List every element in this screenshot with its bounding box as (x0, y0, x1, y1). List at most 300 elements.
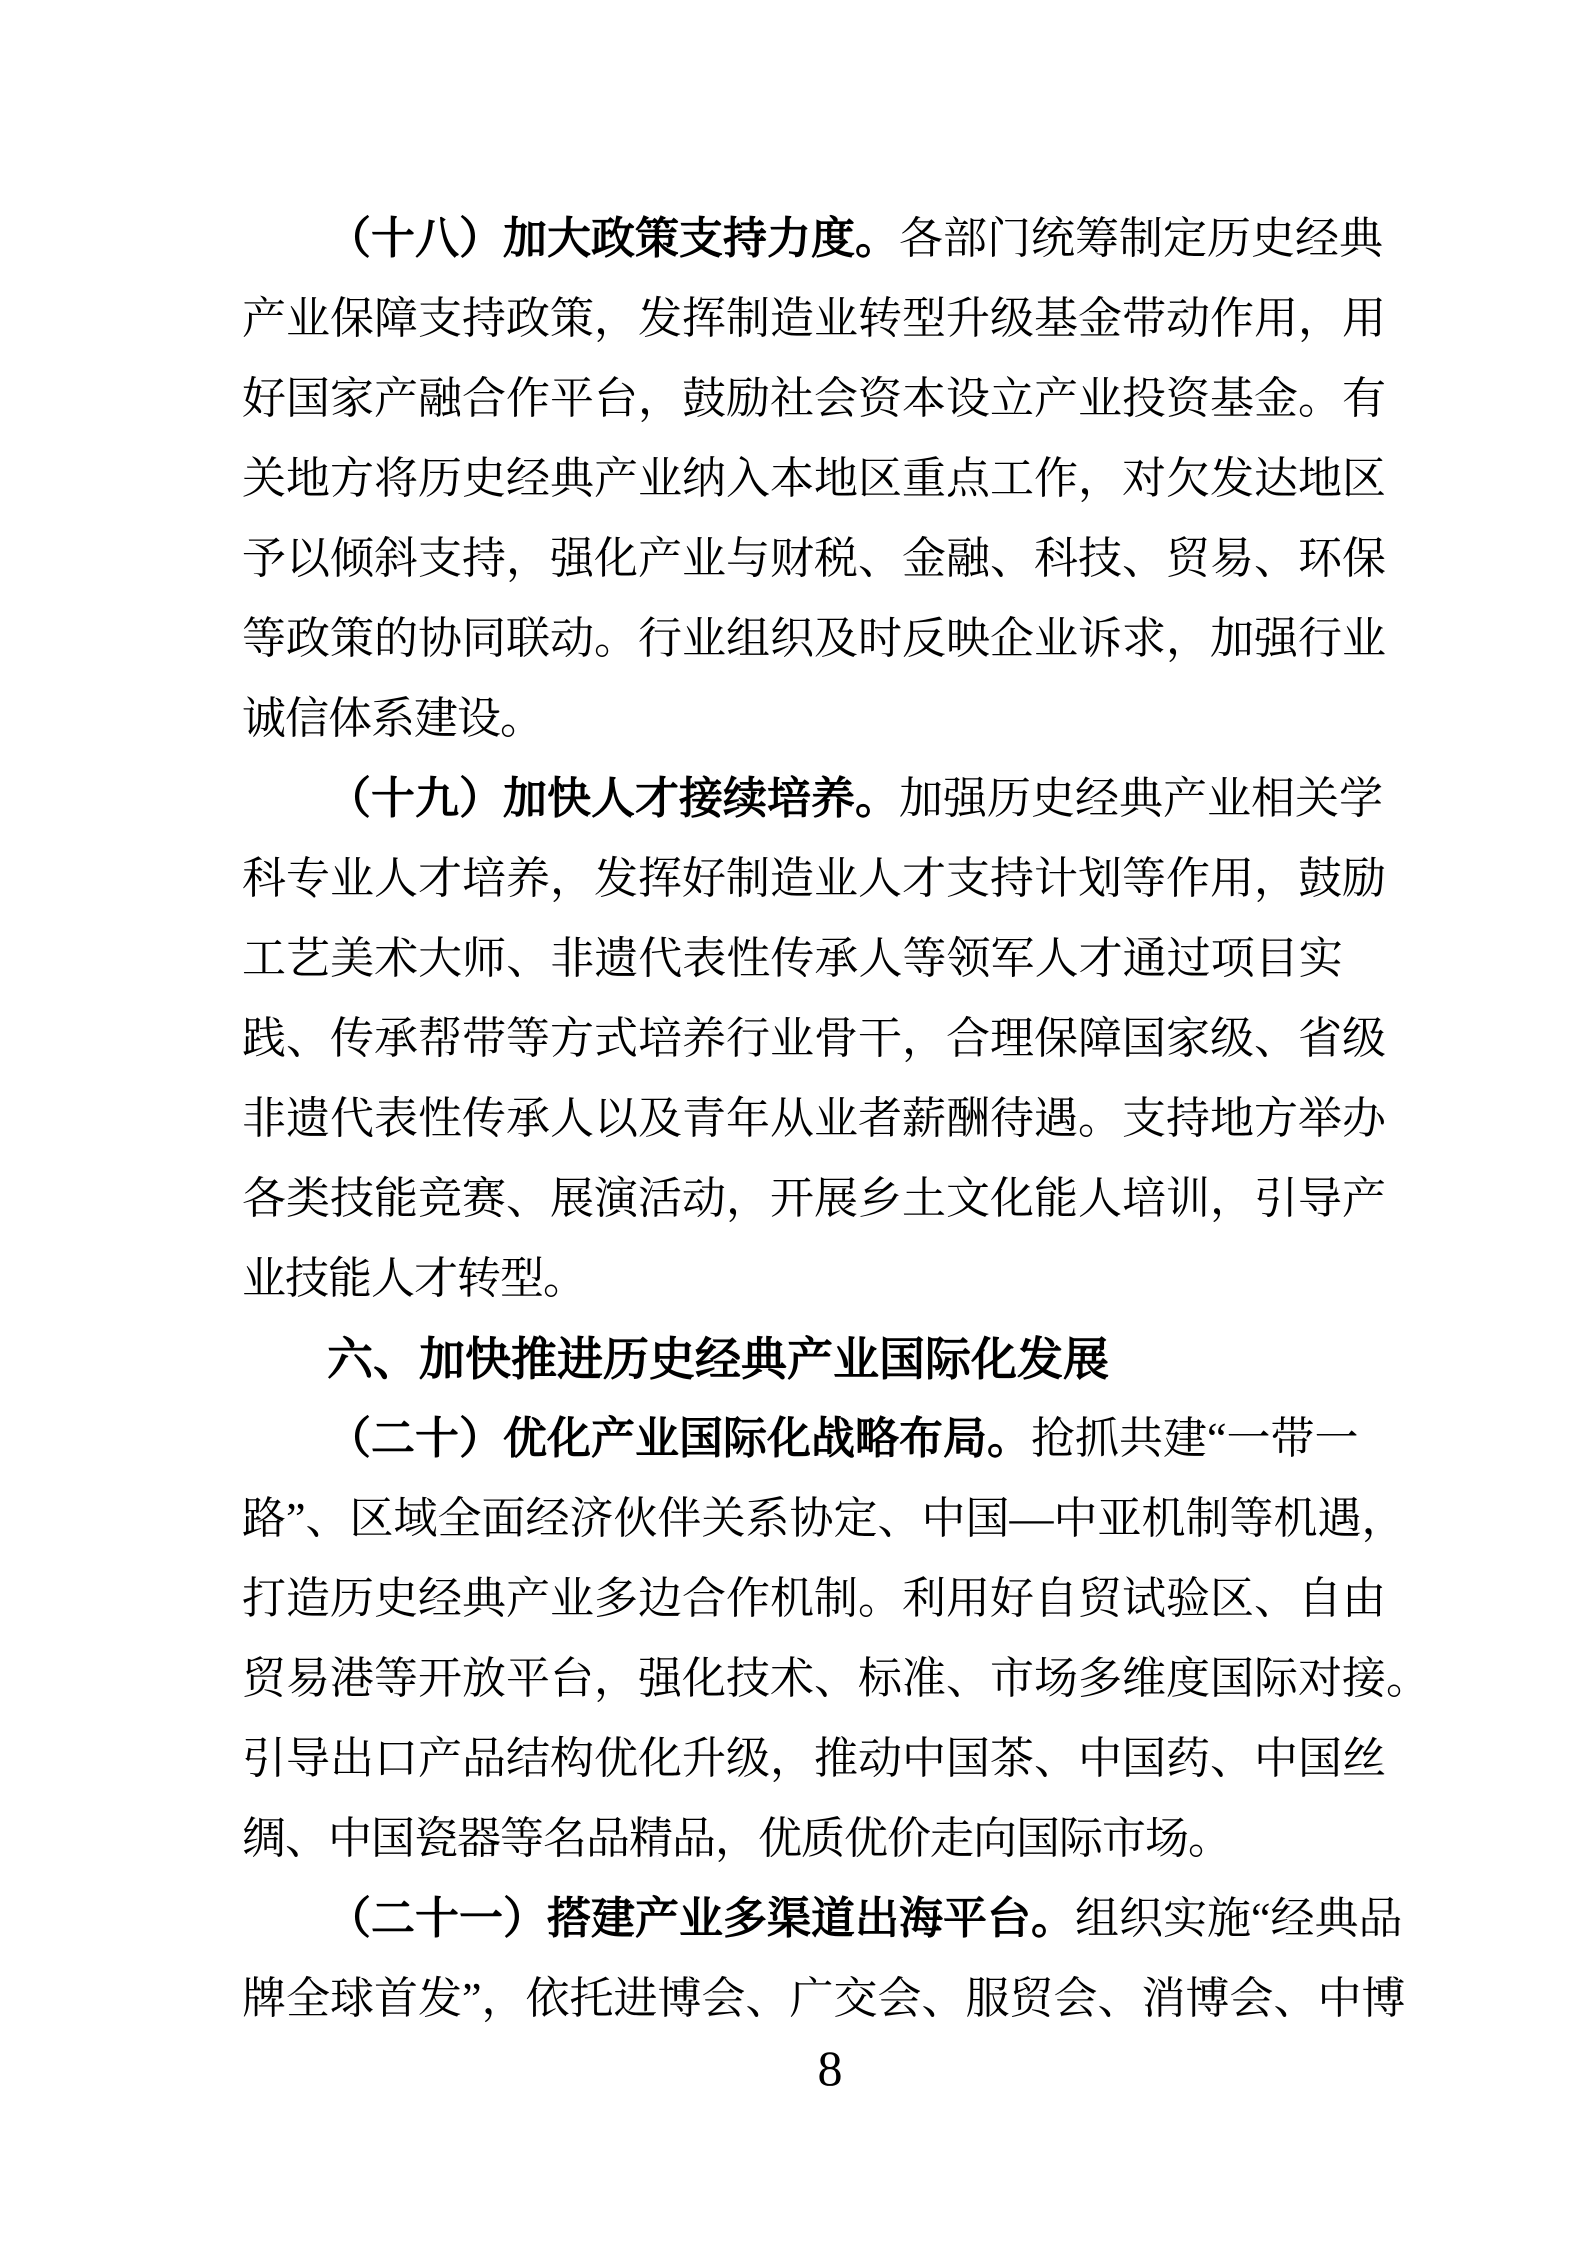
body-char: 科 (1034, 534, 1078, 583)
body-char: 划 (1078, 854, 1122, 903)
body-char: 映 (946, 614, 990, 663)
body-char: 遇 (1317, 1494, 1362, 1543)
body-char: 、 (1254, 1574, 1298, 1623)
body-char: 省 (1298, 1014, 1342, 1063)
body-char: 产 (1342, 1174, 1386, 1223)
lead-char: 十 (415, 1414, 459, 1463)
body-char: 贸 (1166, 534, 1210, 583)
body-char: ， (481, 1974, 526, 2023)
body-char: ， (550, 854, 594, 903)
body-char: 求 (1122, 614, 1166, 663)
body-char: 中 (1053, 1494, 1098, 1543)
body-char: 开 (770, 1174, 814, 1223)
body-char: 挥 (638, 854, 682, 903)
body-char: 进 (613, 1974, 658, 2023)
body-char: 践 (242, 1014, 286, 1063)
body-char: — (1009, 1494, 1054, 1543)
body-char: 支 (418, 294, 462, 343)
body-char: 合 (682, 1574, 726, 1623)
lead-char: 才 (635, 774, 679, 823)
body-char: 、 (745, 1974, 790, 2023)
body-char: 竞 (418, 1174, 462, 1223)
body-char: 等 (902, 934, 947, 983)
body-char: 技 (330, 1174, 374, 1223)
body-char: 行 (1298, 614, 1342, 663)
body-char: 好 (242, 374, 286, 423)
body-char: 项 (1210, 934, 1255, 983)
body-char: 际 (1254, 1654, 1298, 1703)
body-char: 区 (1342, 454, 1386, 503)
body-char: 传 (770, 934, 815, 983)
body-char: 养 (506, 854, 550, 903)
body-char: 历 (987, 774, 1031, 823)
body-char: 青 (682, 1094, 726, 1143)
lead-char: 一 (459, 1894, 503, 1943)
body-char: 史 (374, 1574, 418, 1623)
lead-char: 十 (371, 214, 415, 263)
body-char: 非 (242, 1094, 286, 1143)
body-char: 引 (1254, 1174, 1298, 1223)
body-char: 准 (902, 1654, 946, 1703)
body-char: 实 (1163, 1894, 1207, 1943)
body-char: 典 (1119, 774, 1163, 823)
lead-char: 八 (415, 214, 459, 263)
body-char: 港 (330, 1654, 374, 1703)
body-char: 、 (814, 1654, 858, 1703)
body-char: 、 (921, 1974, 966, 2023)
lead-char: 搭 (547, 1894, 591, 1943)
body-char: 造 (286, 1574, 330, 1623)
body-char: 全 (437, 1494, 482, 1543)
lead-char: 优 (503, 1414, 547, 1463)
body-char: 承 (506, 1094, 550, 1143)
body-char: 培 (638, 1014, 682, 1063)
body-char: 平 (506, 1654, 550, 1703)
body-char: 会 (1053, 1974, 1098, 2023)
body-char: 史 (1251, 214, 1295, 263)
document-line: 绸、中国瓷器等名品精品，优质优价走向国际市场。 (242, 1814, 1231, 1863)
lead-char: 化 (767, 1414, 811, 1463)
body-char: 产 (242, 294, 286, 343)
body-char: 人 (858, 934, 903, 983)
body-char: 金 (1078, 294, 1122, 343)
body-char: 、 (1097, 1974, 1142, 2023)
body-char: 牌 (242, 1974, 286, 2023)
body-char: 有 (1342, 374, 1386, 423)
body-char: 国 (965, 1494, 1010, 1543)
body-char: 建 (1163, 1414, 1207, 1463)
body-char: 依 (525, 1974, 570, 2023)
body-char: ， (1298, 294, 1342, 343)
body-char: 构 (550, 1734, 594, 1783)
lead-char: 。 (855, 774, 899, 823)
body-char: 性 (418, 1094, 462, 1143)
body-char: 鼓 (682, 374, 726, 423)
body-char: 励 (1342, 854, 1386, 903)
lead-char: 海 (899, 1894, 943, 1943)
body-char: 传 (462, 1094, 506, 1143)
body-char: 造 (770, 854, 814, 903)
lead-char: 布 (899, 1414, 943, 1463)
body-char: 发 (1210, 454, 1254, 503)
body-char: 金 (1254, 374, 1298, 423)
body-char: 抓 (1075, 1414, 1119, 1463)
body-char: 交 (833, 1974, 878, 2023)
body-char: 会 (877, 1974, 922, 2023)
body-char: 地 (1210, 1094, 1254, 1143)
body-char: 机 (770, 1574, 814, 1623)
body-char: 中 (1254, 1734, 1298, 1783)
body-char: 推 (814, 1734, 858, 1783)
body-char: 历 (418, 454, 462, 503)
body-char: 设 (946, 374, 990, 423)
body-char: 社 (770, 374, 814, 423)
lead-char: 二 (371, 1414, 415, 1463)
body-char: 统 (1031, 214, 1075, 263)
lead-char: 台 (987, 1894, 1031, 1943)
body-char: 平 (550, 374, 594, 423)
body-char: 用 (1342, 294, 1386, 343)
body-char: 路 (242, 1494, 286, 1543)
body-char: 保 (1342, 534, 1386, 583)
body-char: 技 (726, 1654, 770, 1703)
lead-char: （ (327, 214, 371, 263)
body-char: 文 (946, 1174, 990, 1223)
body-char: 融 (418, 374, 462, 423)
paragraph-first-line (242, 199, 1383, 279)
body-char: 大 (418, 934, 463, 983)
body-char: 织 (770, 614, 814, 663)
body-char: ， (1210, 1174, 1254, 1223)
lead-char: 业 (679, 1894, 723, 1943)
body-char: 组 (726, 614, 770, 663)
body-char: 本 (770, 454, 814, 503)
body-char: 化 (594, 534, 638, 583)
body-char: 及 (814, 614, 858, 663)
lead-char: 政 (591, 214, 635, 263)
body-char: 联 (506, 614, 550, 663)
body-char: 化 (682, 1654, 726, 1703)
paragraph-first-line (242, 1399, 1359, 1479)
body-char: 国 (1210, 1654, 1254, 1703)
body-char: 挥 (682, 294, 726, 343)
body-char: 用 (1254, 294, 1298, 343)
body-char: 区 (858, 454, 902, 503)
document-line (242, 999, 1386, 1079)
body-char: 遇 (1034, 1094, 1078, 1143)
body-char: 服 (965, 1974, 1010, 2023)
body-char: 经 (1295, 214, 1339, 263)
body-char: 共 (1119, 1414, 1163, 1463)
body-char: 通 (1122, 934, 1167, 983)
body-char: 系 (745, 1494, 790, 1543)
body-char: 实 (1298, 934, 1343, 983)
lead-char: 培 (767, 774, 811, 823)
body-char: 及 (638, 1094, 682, 1143)
body-char: 策 (550, 294, 594, 343)
lead-char: 十 (371, 774, 415, 823)
body-char: 金 (902, 534, 946, 583)
body-char: 出 (330, 1734, 374, 1783)
body-char: 引 (242, 1734, 286, 1783)
body-char: 从 (770, 1094, 814, 1143)
body-char: 鼓 (1298, 854, 1342, 903)
body-char: 业 (330, 854, 374, 903)
body-char: 类 (286, 1174, 330, 1223)
body-char: 业 (286, 294, 330, 343)
body-char: 合 (462, 374, 506, 423)
body-char: 济 (569, 1494, 614, 1543)
body-char: 协 (418, 614, 462, 663)
body-char: 代 (330, 1094, 374, 1143)
lead-char: 加 (503, 774, 547, 823)
body-char: 基 (1210, 374, 1254, 423)
body-char: 发 (594, 854, 638, 903)
body-char: 对 (1298, 1654, 1342, 1703)
body-char: 术 (374, 934, 419, 983)
body-char: 国 (1122, 1014, 1166, 1063)
body-char: 合 (946, 1014, 990, 1063)
body-char: 化 (990, 1174, 1034, 1223)
body-char: 办 (1342, 1094, 1386, 1143)
body-char: 经 (525, 1494, 570, 1543)
body-char: 。 (1078, 1094, 1122, 1143)
body-char: 带 (1270, 1414, 1315, 1463)
body-char: 贸 (242, 1654, 286, 1703)
document-line (242, 1479, 1406, 1559)
lead-char: ） (503, 1894, 547, 1943)
document-line (242, 519, 1386, 599)
body-char: 多 (594, 1574, 638, 1623)
body-char: 部 (943, 214, 987, 263)
body-char: 作 (506, 374, 550, 423)
body-char: 传 (330, 1014, 374, 1063)
body-char: 放 (462, 1654, 506, 1703)
document-content (242, 199, 1430, 2039)
body-char: 各 (899, 214, 943, 263)
body-char: 活 (638, 1174, 682, 1223)
body-char: 演 (594, 1174, 638, 1223)
body-char: 专 (286, 854, 330, 903)
body-char: 环 (1298, 534, 1342, 583)
body-char: 国 (946, 1734, 990, 1783)
lead-char: 略 (855, 1414, 899, 1463)
body-char: 帮 (418, 1014, 462, 1063)
body-char: 干 (858, 1014, 902, 1063)
document-line (242, 279, 1386, 359)
body-char: 者 (858, 1094, 902, 1143)
body-char: 产 (374, 374, 418, 423)
body-char: 自 (1034, 1574, 1078, 1623)
body-char: 人 (1078, 1174, 1122, 1223)
lead-char: 十 (415, 1894, 459, 1943)
body-char: 产 (638, 534, 682, 583)
body-char: 开 (418, 1654, 462, 1703)
paragraph-first-line (242, 1879, 1403, 1959)
body-char: 会 (1229, 1974, 1274, 2023)
lead-char: 局 (943, 1414, 987, 1463)
body-char: 导 (286, 1734, 330, 1783)
lead-char: 际 (723, 1414, 767, 1463)
body-char: 纳 (682, 454, 726, 503)
body-char: 业 (1342, 614, 1386, 663)
body-char: 以 (286, 534, 330, 583)
body-char: 业 (550, 1574, 594, 1623)
body-char: 行 (726, 1014, 770, 1063)
document-line (242, 1159, 1386, 1239)
body-char: 、 (506, 1174, 550, 1223)
body-char: 由 (1342, 1574, 1386, 1623)
body-char: 展 (814, 1174, 858, 1223)
body-char: ” (286, 1494, 306, 1543)
body-char: 乡 (858, 1174, 902, 1223)
body-char: 代 (638, 934, 683, 983)
body-char: 业 (814, 854, 858, 903)
body-char: 、 (1210, 1734, 1254, 1783)
document-line (242, 1079, 1386, 1159)
body-char: 定 (833, 1494, 878, 1543)
body-char: 才 (418, 854, 462, 903)
body-char: 对 (1122, 454, 1166, 503)
body-char: 酬 (946, 1094, 990, 1143)
body-char: 美 (330, 934, 375, 983)
body-char: 方 (1254, 1094, 1298, 1143)
body-char: 业 (682, 534, 726, 583)
body-char: 等 (506, 1014, 550, 1063)
body-char: 典 (1339, 214, 1383, 263)
lead-char: ） (459, 1414, 503, 1463)
body-char: 师 (462, 934, 507, 983)
lead-char: 人 (591, 774, 635, 823)
body-char: 予 (242, 534, 286, 583)
body-char: ， (1166, 614, 1210, 663)
body-char: 学 (1339, 774, 1383, 823)
body-char: 关 (242, 454, 286, 503)
body-char: 加 (1210, 614, 1254, 663)
body-char: 的 (374, 614, 418, 663)
body-char: 织 (1119, 1894, 1163, 1943)
body-char: 强 (638, 1654, 682, 1703)
body-char: 利 (902, 1574, 946, 1623)
body-char: 地 (286, 454, 330, 503)
body-char: 典 (1314, 1894, 1359, 1943)
lead-char: 力 (767, 214, 811, 263)
document-line: 诚信体系建设。 (242, 694, 543, 743)
body-char: 消 (1141, 1974, 1186, 2023)
body-char: 导 (1298, 1174, 1342, 1223)
body-char: 用 (1210, 854, 1254, 903)
body-char: 亚 (1097, 1494, 1142, 1543)
lead-char: 策 (635, 214, 679, 263)
body-char: 筹 (1075, 214, 1119, 263)
section-heading: 六、加快推进历史经典产业国际化发展 (327, 1333, 1109, 1385)
body-char: 遗 (286, 1094, 330, 1143)
body-char: ” (462, 1974, 482, 2023)
body-char: 基 (1034, 294, 1078, 343)
paragraph-first-line (242, 759, 1383, 839)
body-char: 倾 (330, 534, 374, 583)
body-char: 地 (814, 454, 858, 503)
body-char: 伙 (613, 1494, 658, 1543)
body-char: 动 (1166, 294, 1210, 343)
body-char: 中 (1317, 1974, 1362, 2023)
body-char: 产 (418, 1734, 462, 1783)
body-char: ， (506, 534, 550, 583)
body-char: 策 (330, 614, 374, 663)
body-char: 非 (550, 934, 595, 983)
body-char: 目 (1254, 934, 1299, 983)
lead-char: 九 (415, 774, 459, 823)
body-char: 作 (1210, 294, 1254, 343)
body-char: 才 (1078, 934, 1123, 983)
lead-char: 养 (811, 774, 855, 823)
lead-char: 出 (855, 1894, 899, 1943)
body-char: 全 (286, 1974, 330, 2023)
lead-char: 加 (503, 214, 547, 263)
lead-char: 道 (811, 1894, 855, 1943)
document-line (242, 359, 1386, 439)
document-line (242, 599, 1386, 679)
body-char: 会 (701, 1974, 746, 2023)
lead-char: 建 (591, 1894, 635, 1943)
body-char: 培 (462, 854, 506, 903)
body-char: 支 (418, 534, 462, 583)
body-char: 土 (902, 1174, 946, 1223)
body-char: 励 (726, 374, 770, 423)
body-char: 博 (1185, 1974, 1230, 2023)
body-char: 典 (462, 1574, 506, 1623)
body-char: 级 (726, 1734, 770, 1783)
body-char: 度 (1166, 1654, 1210, 1703)
body-char: 、 (1122, 534, 1166, 583)
body-char: 用 (946, 1574, 990, 1623)
body-char: 表 (374, 1094, 418, 1143)
body-char: 方 (550, 1014, 594, 1063)
body-char: 作 (726, 1574, 770, 1623)
body-char: 、 (1254, 1014, 1298, 1063)
body-char: 制 (726, 854, 770, 903)
body-char: 承 (374, 1014, 418, 1063)
body-char: 。 (594, 614, 638, 663)
body-char: 经 (1075, 774, 1119, 823)
body-char: “ (1207, 1414, 1227, 1463)
body-char: 资 (1166, 374, 1210, 423)
body-char: ， (594, 294, 638, 343)
body-char: 产 (1034, 374, 1078, 423)
body-char: 斜 (374, 534, 418, 583)
body-char: 口 (374, 1734, 418, 1783)
body-char: 加 (899, 774, 943, 823)
document-line (242, 839, 1386, 919)
body-char: 施 (1207, 1894, 1251, 1943)
body-char: 史 (462, 454, 506, 503)
body-char: 门 (987, 214, 1031, 263)
body-char: 场 (1034, 1654, 1078, 1703)
body-char: 、 (858, 534, 902, 583)
body-char: 好 (990, 1574, 1034, 1623)
body-char: 家 (1166, 1014, 1210, 1063)
body-char: 政 (286, 614, 330, 663)
body-char: 化 (638, 1734, 682, 1783)
body-char: 业 (638, 454, 682, 503)
lead-char: 。 (1031, 1894, 1075, 1943)
body-char: 面 (481, 1494, 526, 1543)
body-char: 障 (1078, 1014, 1122, 1063)
body-char: 业 (1034, 614, 1078, 663)
body-char: 丝 (1342, 1734, 1386, 1783)
body-char: 工 (242, 934, 286, 983)
body-char: 人 (1034, 934, 1079, 983)
